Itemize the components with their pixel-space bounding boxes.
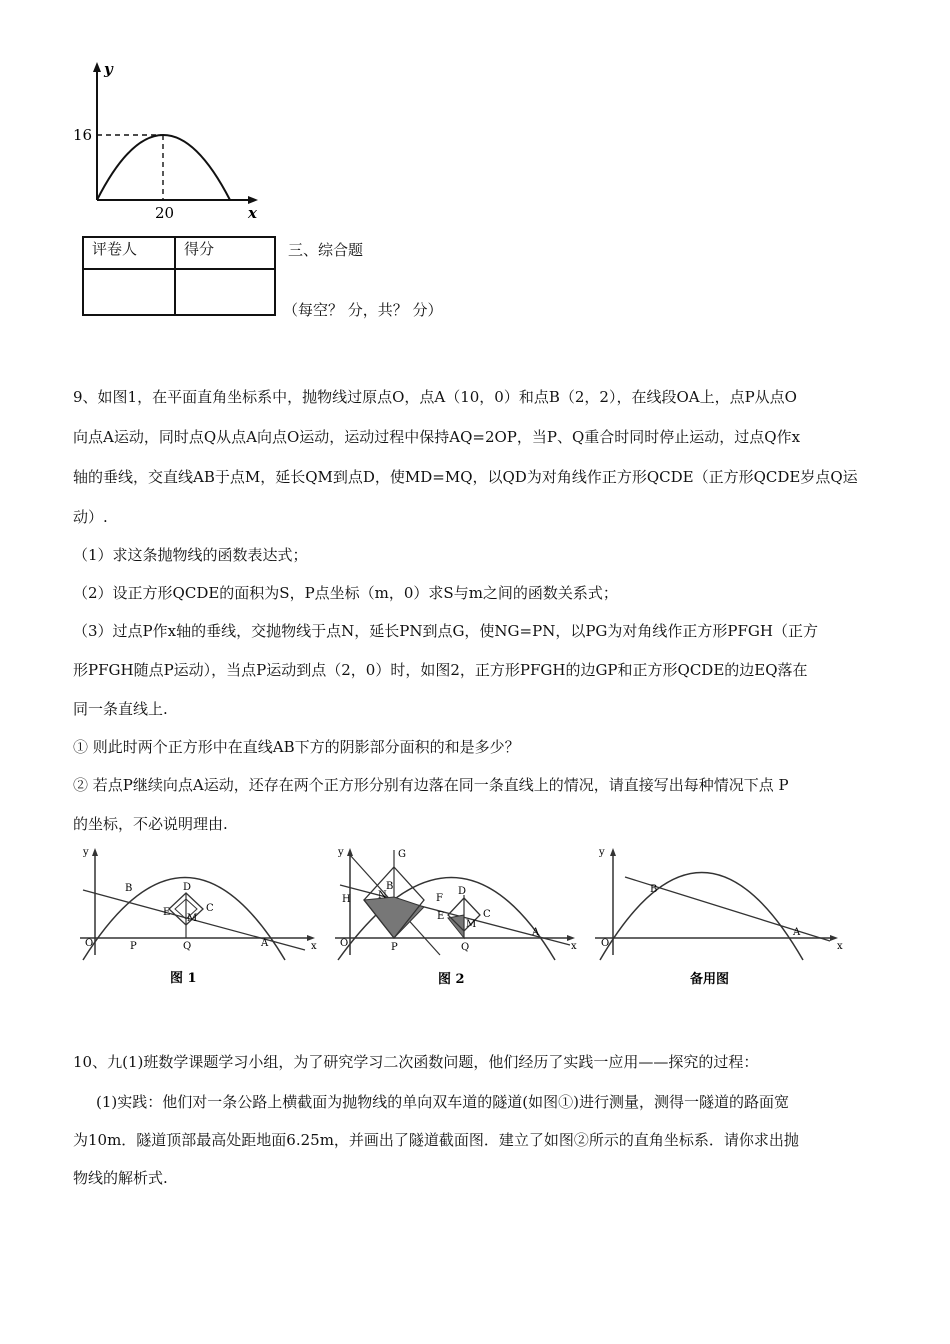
y-tick-label: 16 xyxy=(73,126,93,144)
fig2-label-b: B xyxy=(386,881,394,892)
q9-part-1: （1）求这条抛物线的函数表达式； xyxy=(73,546,308,564)
fig3-parabola xyxy=(600,873,803,961)
score-table xyxy=(82,236,276,316)
fig2-shaded-region-2 xyxy=(448,915,464,938)
section-note: （每空？ 分，共？ 分） xyxy=(283,301,443,319)
fig1-label-d: D xyxy=(183,882,192,893)
fig3-label-x: x xyxy=(837,941,843,952)
q9-part-3-line-3: 同一条直线上. xyxy=(73,700,168,718)
figure-2 xyxy=(330,845,590,995)
fig1-label-y: y xyxy=(83,847,89,858)
fig2-label-a: A xyxy=(532,927,540,938)
fig2-label-h: H xyxy=(342,894,351,905)
q9-line-4: 动）. xyxy=(73,508,108,526)
fig1-label-c: C xyxy=(206,903,214,914)
x-axis-arrow xyxy=(248,196,258,204)
q10-part-1-line-2: 为10m．隧道顶部最高处距地面6.25m，并画出了隧道截面图．建立了如图②所示的直角坐标系．请你求出抛 xyxy=(73,1131,799,1149)
fig1-label-b: B xyxy=(125,883,133,894)
q9-part-3-line-2: 形PFGH随点P运动），当点P运动到点（2，0）时，如图2，正方形PFGH的边GP和正方形QCDE的边EQ落在 xyxy=(73,661,808,679)
fig1-y-arrow xyxy=(92,848,98,856)
fig2-y-arrow xyxy=(347,848,353,856)
figure-1 xyxy=(75,845,335,995)
fig2-label-d: D xyxy=(458,886,467,897)
fig2-caption: 图 2 xyxy=(438,972,465,987)
fig2-label-y: y xyxy=(338,847,344,858)
fig1-label-e: E xyxy=(163,907,171,918)
x-tick-label: 20 xyxy=(155,204,175,220)
score-header: 得分 xyxy=(175,237,275,269)
fig2-label-g: G xyxy=(398,849,406,860)
q9-line-3: 轴的垂线，交直线AB于点M，延长QM到点D，使MD=MQ，以QD为对角线作正方形QCDE（正方形QCDE岁点Q运 xyxy=(73,468,858,486)
fig1-label-x: x xyxy=(311,941,317,952)
q9-part-2: （2）设正方形QCDE的面积为S，P点坐标（m，0）求S与m之间的函数关系式； xyxy=(73,584,618,602)
q10-part-1-line-3: 物线的解析式. xyxy=(73,1169,168,1187)
y-axis-arrow xyxy=(93,62,101,72)
q9-line-1: 9、如图1，在平面直角坐标系中，抛物线过原点O，点A（10，0）和点B（2，2），在线段OA上，点P从点O xyxy=(73,388,797,406)
y-axis-label: y xyxy=(104,60,113,78)
fig2-label-m: M xyxy=(466,919,477,930)
fig1-label-a: A xyxy=(261,938,269,949)
q9-part-3-line-1: （3）过点P作x轴的垂线，交抛物线于点N，延长PN到点G，使NG=PN，以PG为对角线作正方形PFGH（正方 xyxy=(73,622,818,640)
fig2-label-q: Q xyxy=(461,942,470,953)
reviewer-cell[interactable] xyxy=(83,269,175,315)
fig3-label-a: A xyxy=(793,927,801,938)
fig2-label-c: C xyxy=(483,909,491,920)
q9-sub-1: ① 则此时两个正方形中在直线AB下方的阴影部分面积的和是多少？ xyxy=(73,738,520,756)
top-parabola-graph xyxy=(70,60,270,220)
fig2-label-e: E xyxy=(437,911,445,922)
fig3-label-b: B xyxy=(650,884,658,895)
fig3-y-arrow xyxy=(610,848,616,856)
fig2-label-x: x xyxy=(571,941,577,952)
x-axis-label: x xyxy=(248,204,257,220)
q10-part-1-line-1: (1)实践：他们对一条公路上横截面为抛物线的单向双车道的隧道(如图①)进行测量，测得一隧道的路面宽 xyxy=(96,1093,789,1111)
fig2-label-n: N xyxy=(378,890,387,901)
fig1-caption: 图 1 xyxy=(170,971,197,986)
fig3-label-o: O xyxy=(601,938,610,949)
fig1-label-m: M xyxy=(187,913,198,924)
q9-line-2: 向点A运动，同时点Q从点A向点O运动，运动过程中保持AQ=2OP，当P、Q重合时同时停止运动，过点Q作x xyxy=(73,428,801,446)
reviewer-header: 评卷人 xyxy=(83,237,175,269)
fig2-parabola xyxy=(338,878,555,961)
fig2-label-f: F xyxy=(436,893,443,904)
fig2-label-p: P xyxy=(391,942,398,953)
fig3-label-y: y xyxy=(599,847,605,858)
figure-spare xyxy=(585,845,850,995)
fig1-label-q: Q xyxy=(183,941,192,952)
fig3-caption: 备用图 xyxy=(690,972,730,987)
q9-sub-2-line-1: ② 若点P继续向点A运动，还存在两个正方形分别有边落在同一条直线上的情况，请直接写出每种情况下点 P xyxy=(73,776,789,794)
fig1-label-p: P xyxy=(130,941,137,952)
section-title: 三、综合题 xyxy=(288,241,364,259)
fig2-label-o: O xyxy=(340,938,349,949)
q10-line-1: 10、九(1)班数学课题学习小组，为了研究学习二次函数问题，他们经历了实践一应用——探究的过程： xyxy=(73,1053,759,1071)
q9-sub-2-line-2: 的坐标，不必说明理由. xyxy=(73,815,228,833)
score-cell[interactable] xyxy=(175,269,275,315)
fig1-label-o: O xyxy=(85,938,94,949)
